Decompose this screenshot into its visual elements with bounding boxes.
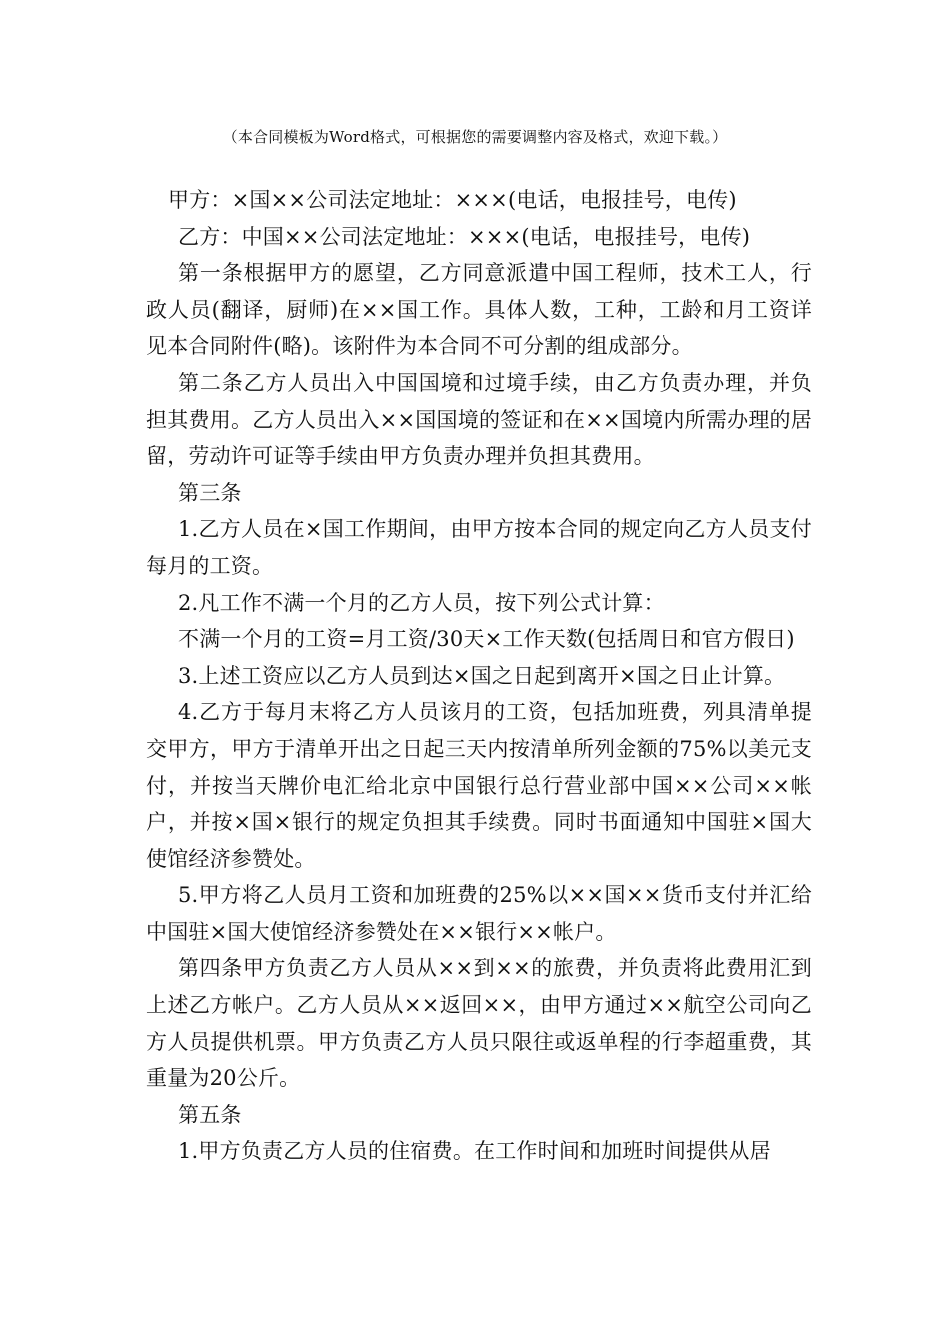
article-3-formula: 不满一个月的工资=月工资/30天×工作天数(包括周日和官方假日) [178, 627, 795, 652]
article-2: 第二条乙方人员出入中国国境和过境手续，由乙方负责办理，并负担其费用。乙方人员出入××国国境的签证和在××国境内所需办理的居留，劳动许可证等手续由甲方负责办理并负担其费用。 [146, 370, 812, 469]
article-4: 第四条甲方负责乙方人员从××到××的旅费，并负责将此费用汇到上述乙方帐户。乙方人员从××返回××，由甲方通过××航空公司向乙方人员提供机票。甲方负责乙方人员只限往或返单程的行李超重费，其重量为20公斤。 [146, 956, 812, 1091]
article-3-item-5: 5.甲方将乙人员月工资和加班费的25%以××国××货币支付并汇给中国驻×国大使馆经济参赞处在××银行××帐户。 [146, 883, 812, 944]
party-b-line: 乙方：中国××公司法定地址：×××(电话，电报挂号，电传) [178, 224, 751, 249]
article-3-item-4: 4.乙方于每月末将乙方人员该月的工资，包括加班费，列具清单提交甲方，甲方于清单开出之日起三天内按清单所列金额的75%以美元支付，并按当天牌价电汇给北京中国银行总行营业部中国××公司××帐户，并按×国×银行的规定负担其手续费。同时书面通知中国驻×国大使馆经济参赞处。 [146, 700, 812, 871]
article-3-item-1: 1.乙方人员在×国工作期间，由甲方按本合同的规定向乙方人员支付每月的工资。 [146, 517, 812, 578]
template-note: （本合同模板为Word格式，可根据您的需要调整内容及格式，欢迎下载。） [222, 128, 728, 146]
article-3-item-3: 3.上述工资应以乙方人员到达×国之日起到离开×国之日止计算。 [178, 663, 786, 688]
article-5-item-1: 1.甲方负责乙方人员的住宿费。在工作时间和加班时间提供从居 [178, 1139, 771, 1164]
article-3-item-2: 2.凡工作不满一个月的乙方人员，按下列公式计算： [178, 590, 665, 615]
article-1: 第一条根据甲方的愿望，乙方同意派遣中国工程师，技术工人，行政人员(翻译，厨师)在××国工作。具体人数，工种，工龄和月工资详见本合同附件(略)。该附件为本合同不可分割的组成部分。 [146, 261, 812, 359]
party-a-line: 甲方：×国××公司法定地址：×××(电话，电报挂号，电传) [168, 188, 737, 212]
article-3-heading: 第三条 [178, 480, 242, 505]
contract-body [146, 182, 812, 1170]
article-5-heading: 第五条 [178, 1102, 242, 1127]
